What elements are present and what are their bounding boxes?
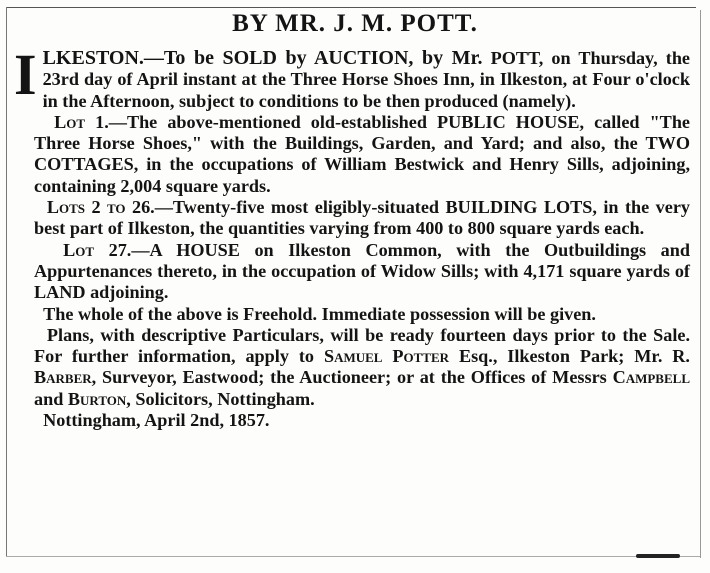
lot-1-text: —The above-mentioned old-established PUBLIC HOUSE, called "The Three Horse Shoes," with the Buildings, Garden, and Yard; and also, the TWO COTTAGES, in the occupations of William Bestwick and Henry Sills, adjoining, containing 2,004 square yards. — [34, 111, 691, 196]
plans-name-burton: Burton — [67, 388, 127, 409]
advertisement-body — [14, 42, 691, 431]
intro-paragraph — [14, 42, 691, 112]
left-rule — [6, 7, 7, 557]
bottom-rule — [6, 556, 700, 557]
dateline: Nottingham, April 2nd, 1857. — [43, 410, 270, 431]
lot-27-text: —A HOUSE on Ilkeston Common, with the Outbuildings and Appurtenances thereto, in the occupation of Widow Sills; with 4,171 square yards of LAND adjoining. — [34, 239, 691, 303]
plans-text-1: Plans, with descriptive Particulars, will be ready fourteen days prior to the Sale. For further information, apply to — [34, 324, 691, 367]
end-rule-dash — [636, 554, 680, 558]
plans-text-5: , Solicitors, Nottingham. — [126, 388, 315, 409]
plans-text-3: , Surveyor, Eastwood; the Auctioneer; or at the Offices of Messrs — [91, 367, 613, 388]
plans-name-campbell: Campbell — [612, 367, 690, 388]
lot-1-label: Lot 1. — [54, 111, 109, 132]
plans-paragraph — [34, 325, 690, 410]
lot-27-label: Lot 27. — [63, 239, 132, 260]
lots-2-26-text: —Twenty-five most eligibly-situated BUILDING LOTS, in the very best part of Ilkeston, the quantities varying from 400 to 800 square yards each. — [34, 197, 690, 239]
freehold-paragraph — [34, 304, 690, 325]
drop-cap: I — [14, 42, 37, 107]
plans-name-barber: Barber — [34, 367, 92, 388]
intro-first-line: LKESTON.—To be SOLD by AUCTION, by Mr. — [42, 47, 483, 69]
top-rule — [6, 7, 696, 8]
lot-27-paragraph — [34, 240, 690, 304]
lots-2-26-paragraph — [34, 197, 690, 240]
lots-2-26-label: Lots 2 to 26. — [46, 197, 155, 218]
lot-1-paragraph — [34, 112, 690, 197]
plans-name-potter: Samuel Potter — [323, 346, 450, 367]
plans-text-4: and — [34, 388, 68, 409]
plans-text-2: Esq., Ilkeston Park; Mr. R. — [449, 346, 690, 367]
intro-text: POTT, on Thursday, the 23rd day of April instant at the Three Horse Shoes Inn, in Ilkeston, at Four o'clock in the Afternoon, subject to conditions to be then produced (namely). — [42, 48, 691, 111]
advertisement-heading: BY MR. J. M. POTT. — [232, 10, 478, 37]
dateline-paragraph — [34, 410, 690, 431]
freehold-text: The whole of the above is Freehold. Immediate possession will be given. — [43, 303, 596, 324]
right-rule — [700, 10, 701, 558]
